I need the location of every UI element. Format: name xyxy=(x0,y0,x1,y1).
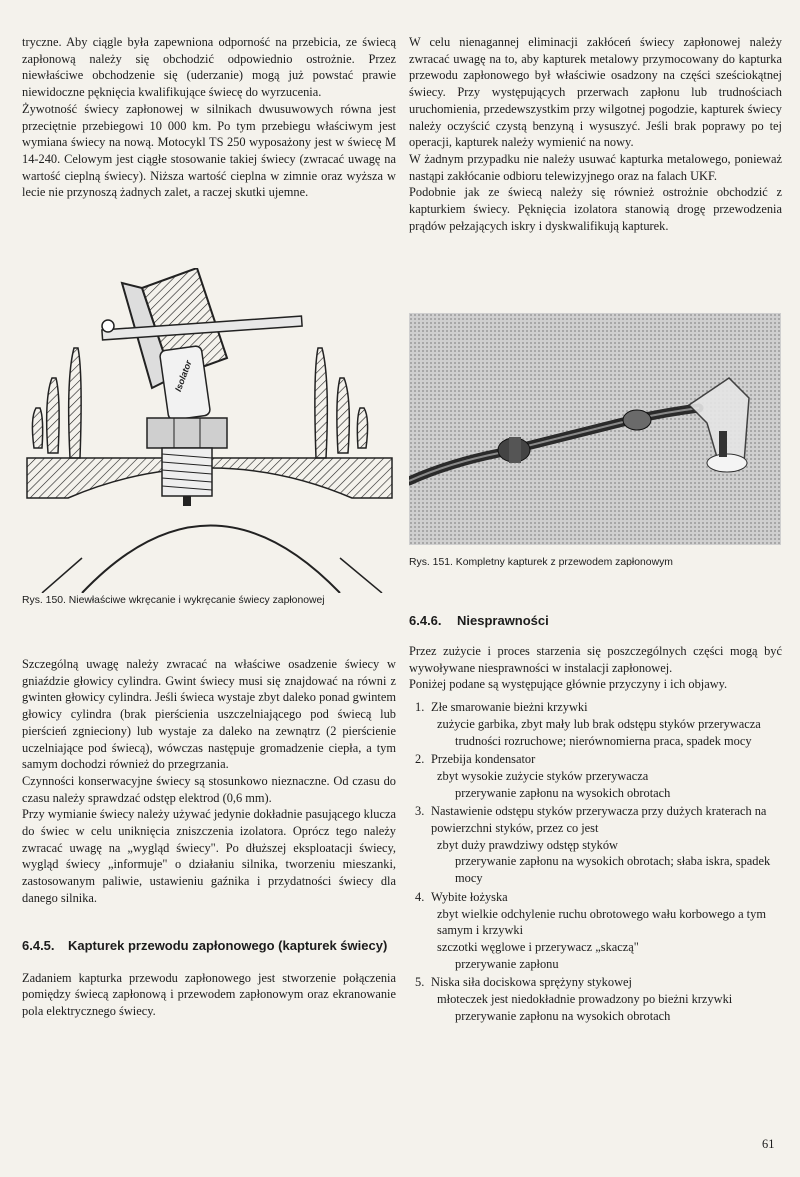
spark-plug-wrench-illustration xyxy=(22,268,396,593)
section-6-4-5-heading xyxy=(22,937,396,954)
list-item: 2. Przebija kondensator zbyt wysokie zużycie styków przerywacza przerywanie zapłonu na wysokich obrotach xyxy=(415,752,671,800)
left-column-lower xyxy=(22,656,396,1020)
list-item: 3. Nastawienie odstępu styków przerywacza przy dużych kraterach na powierzchni styków, przez co jest zbyt duży prawdziwy odstęp styków przerywanie zapłonu na wysokich obrotach; słaba iskra, spadek mocy xyxy=(415,804,771,886)
figure-150-caption: Rys. 150. Niewłaściwe wkręcanie i wykręcanie świecy zapłonowej xyxy=(22,595,325,606)
right-paragraph-2: W żadnym przypadku nie należy usuwać kapturka metalowego, ponieważ nastąpi zakłócanie odbioru telewizyjnego oraz na falach UKF. xyxy=(409,151,782,183)
section-title: Kapturek przewodu zapłonowego (kapturek świecy) xyxy=(68,937,388,953)
section-number: 6.4.5. xyxy=(22,937,55,953)
right-paragraph-5: Poniżej podane są występujące głównie przyczyny i ich objawy. xyxy=(409,677,728,692)
right-paragraph-3: Podobnie jak ze świecą należy się również ostrożnie obchodzić z kapturkiem świecy. Pęknięcia izolatora stanowią drogę przewodzenia prądów pełzających iskry i dyskwalifikują kapturek. xyxy=(409,185,782,233)
left-paragraph-2: Żywotność świecy zapłonowej w silnikach dwusuwowych równa jest przeciętnie przebiegowi 10 000 km. Po tym przebiegu właściwym jest wymiana świecy na nową. Motocykl TS 250 wyposażony jest w świecę M 14-240. Celowym jest ciągłe stosowanie takiej świecy (zwracać uwagę na wartość cieplną świecy). Niższa wartość cieplna w zimnie oraz wyższa w lecie nie przynoszą żadnych zalet, a raczej skutki ujemne. xyxy=(22,101,396,200)
isolator-brand-label: Isolator xyxy=(173,358,194,393)
figure-151-caption: Rys. 151. Kompletny kapturek z przewodem zapłonowym xyxy=(409,557,673,568)
faults-list xyxy=(409,699,782,1024)
right-column xyxy=(409,34,782,234)
spark-plug-cap-photo xyxy=(409,313,781,545)
right-paragraph-4: Przez zużycie i proces starzenia się poszczególnych części mogą być wywoływane niesprawności w instalacji zapłonowej. xyxy=(409,644,782,675)
figure-150 xyxy=(22,268,396,593)
right-paragraph-1: W celu nienagannej eliminacji zakłóceń świecy zapłonowej należy zwracać uwagę na to, aby kapturek metalowy przymocowany do kapturka przewodu zapłonowego był właściwie osadzony na części sześciokątnej świecy. Przy występujących przerwach zapłonu lub trudnościach uruchomienia, przedewszystkim przy wilgotnej pogodzie, kapturek świecy należy oczyścić czystą benzyną i wysuszyć. Jeśli brak poprawy po tej operacji, kapturek należy wymienić na nowy. xyxy=(409,35,782,150)
section-title: Niesprawności xyxy=(457,613,549,628)
left-paragraph-4: Czynności konserwacyjne świecy są stosunkowo nieznaczne. Od czasu do czasu należy sprawdzać odstęp elektrod (0,6 mm). xyxy=(22,773,396,805)
left-column xyxy=(22,34,396,201)
right-column-lower xyxy=(409,612,782,1026)
left-paragraph-3: Szczególną uwagę należy zwracać na właściwe osadzenie świecy w gniaździe głowicy cylindra. Gwint świecy musi się znajdować na równi z gwinten głowicy cylindra. Jeśli świeca wystaje zbyt daleko ponad gwintem głowicy cylindra (brak pierścienia uszczelniającego pod świecą lub pierścień zgnieciony) lub wystaje za daleko na zewnątrz (2 pierścienie uczelniające pod świecą), wówczas następuje gromadzenie ciepła, a tym samym dochodzi również do przegrzania. xyxy=(22,657,396,772)
left-paragraph-5: Przy wymianie świecy należy używać jedynie dokładnie pasującego klucza do świec w celu uniknięcia zniszczenia izolatora. Oprócz tego należy zwracać uwagę na „wygląd świecy". Po dłuższej eksploatacji świecy, wygląd świecy „informuje" o działaniu silnika, tworzeniu mieszanki, zastosowanym paliwie, ustawieniu gaźnika i przydatności świecy dla danego silnika. xyxy=(22,807,396,905)
section-6-4-6-heading xyxy=(409,612,782,629)
page-number: 61 xyxy=(762,1137,775,1151)
list-item: 4. Wybite łożyska zbyt wielkie odchylenie ruchu obrotowego wału korbowego a tym samym i krzywki szczotki węglowe i przerywacz „skaczą" przerywanie zapłonu xyxy=(415,889,766,971)
list-item: 5. Niska siła dociskowa sprężyny stykowej młoteczek jest niedokładnie prowadzony po bieżni krzywki przerywanie zapłonu na wysokich obrotach xyxy=(415,975,733,1023)
left-paragraph-1: tryczne. Aby ciągle była zapewniona odporność na przebicia, ze świecą zapłonową należy się obchodzić odpowiednio ostrożnie. Przez niewłaściwe obchodzenie się (uderzanie) mogą już powstać prawie niewidoczne pęknięcia kwalifikujące świecę do wyrzucenia. xyxy=(22,35,396,100)
list-item: 1. Złe smarowanie bieżni krzywki zużycie garbika, zbyt mały lub brak odstępu styków przerywacza trudności rozruchowe; nierównomierna praca, spadek mocy xyxy=(415,700,761,748)
figure-151 xyxy=(409,313,781,545)
left-paragraph-6: Zadaniem kapturka przewodu zapłonowego jest stworzenie połączenia pomiędzy świecą zapłonową i przewodem zapłonowym oraz ekranowanie pola elektrycznego świecy. xyxy=(22,970,396,1018)
section-number: 6.4.6. xyxy=(409,613,442,628)
